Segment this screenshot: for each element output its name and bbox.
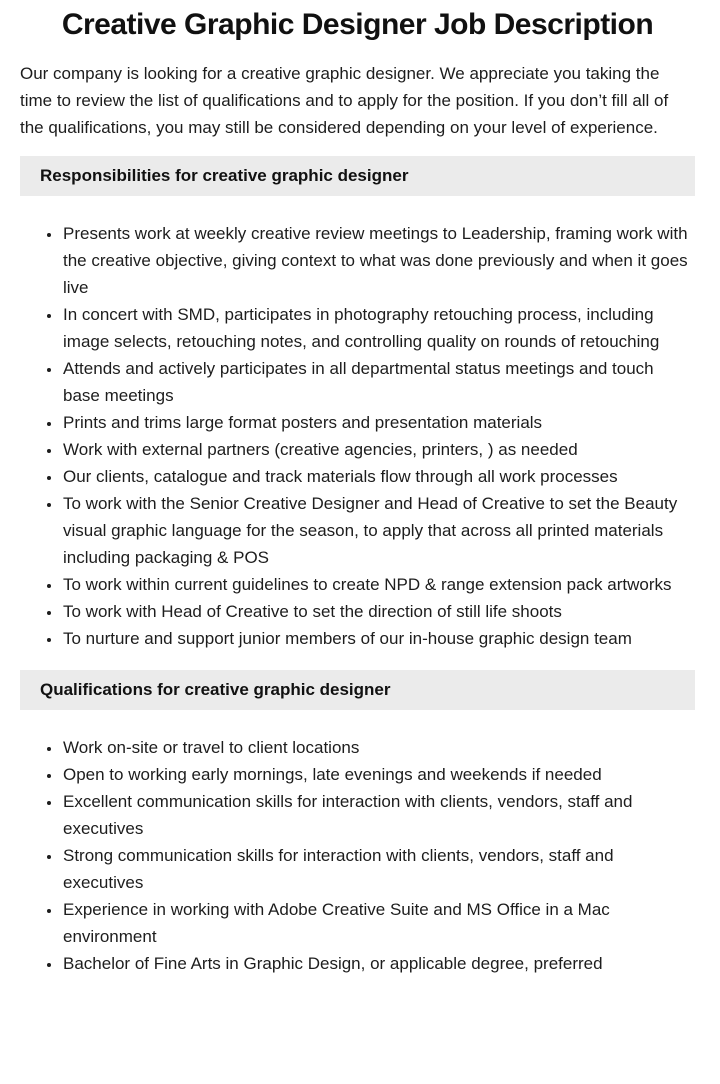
page-title: Creative Graphic Designer Job Description (61, 8, 654, 41)
list-item: • To nurture and support junior members of our in-house graphic design team (62, 625, 695, 652)
section-header-responsibilities (20, 156, 695, 196)
list-item: • Prints and trims large format posters and presentation materials (62, 409, 695, 436)
list-item: • In concert with SMD, participates in photography retouching process, including image selects, retouching notes, and controlling quality on rounds of retouching (62, 301, 695, 355)
responsibilities-heading: Responsibilities for creative graphic designer (40, 166, 409, 185)
list-item: • Attends and actively participates in all departmental status meetings and touch base meetings (62, 355, 695, 409)
list-item: • Experience in working with Adobe Creative Suite and MS Office in a Mac environment (62, 896, 695, 950)
list-item: • Bachelor of Fine Arts in Graphic Design, or applicable degree, preferred (62, 950, 695, 977)
intro-paragraph: Our company is looking for a creative graphic designer. We appreciate you taking the time to review the list of qualifications and to apply for the position. If you don’t fill all of the qualifications, you may still be considered depending on your level of experience. (20, 64, 669, 137)
section-header-qualifications (20, 670, 695, 710)
list-item: • Strong communication skills for interaction with clients, vendors, staff and executives (62, 842, 695, 896)
list-item: • Work on-site or travel to client locations (62, 734, 695, 761)
list-item: • Our clients, catalogue and track materials flow through all work processes (62, 463, 695, 490)
responsibilities-list (20, 220, 695, 652)
list-item: • Excellent communication skills for interaction with clients, vendors, staff and executives (62, 788, 695, 842)
list-item: • To work with Head of Creative to set the direction of still life shoots (62, 598, 695, 625)
list-item: • To work with the Senior Creative Designer and Head of Creative to set the Beauty visual graphic language for the season, to apply that across all printed materials including packaging & POS (62, 490, 695, 571)
list-item: • Open to working early mornings, late evenings and weekends if needed (62, 761, 695, 788)
qualifications-list (20, 734, 695, 977)
list-item: • Presents work at weekly creative review meetings to Leadership, framing work with the creative objective, giving context to what was done previously and when it goes live (62, 220, 695, 301)
qualifications-heading: Qualifications for creative graphic designer (40, 680, 391, 699)
list-item: • To work within current guidelines to create NPD & range extension pack artworks (62, 571, 695, 598)
list-item: • Work with external partners (creative agencies, printers, ) as needed (62, 436, 695, 463)
